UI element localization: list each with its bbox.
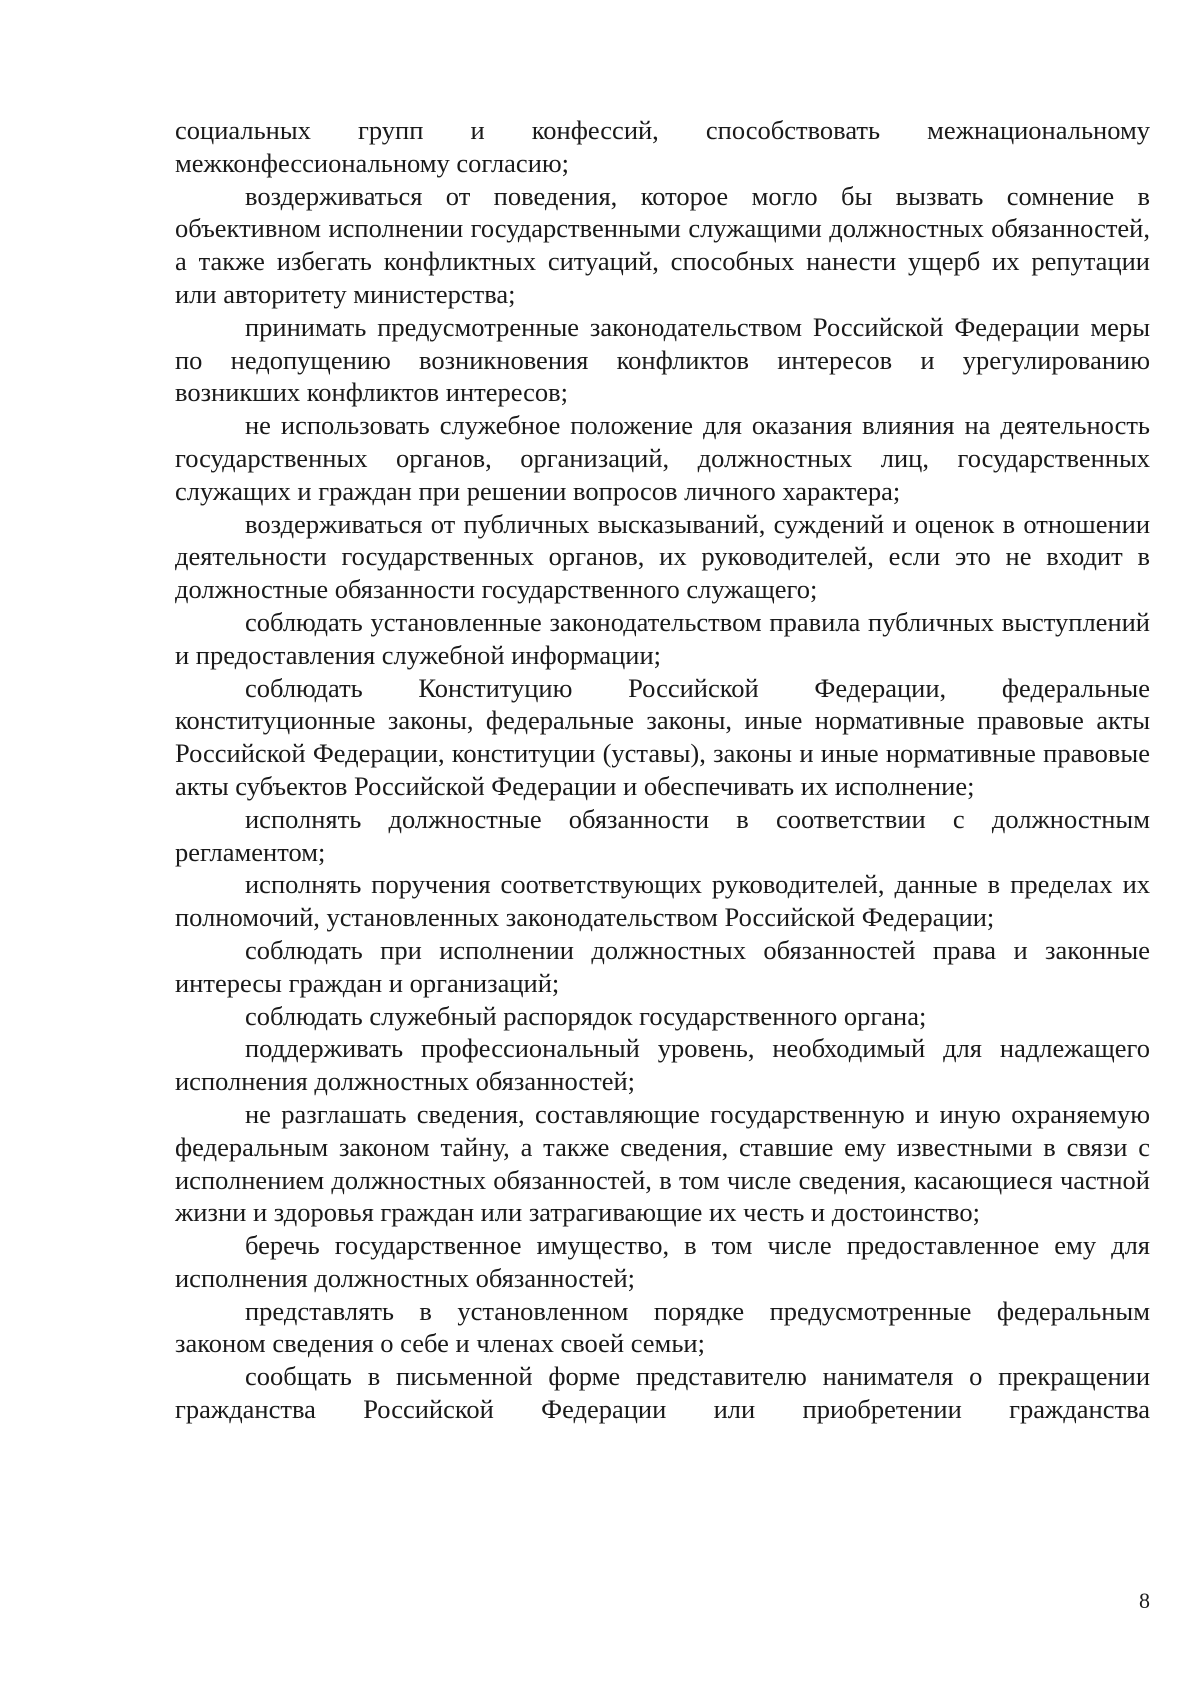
paragraph-15: представлять в установленном порядке предусмотренные федеральным законом сведения о себе и членах своей семьи; [175, 1295, 1150, 1359]
paragraph-4: не использовать служебное положение для оказания влияния на деятельность государственных органов, организаций, должностных лиц, государственных служащих и граждан при решении вопросов личного характера; [175, 410, 1150, 506]
paragraph-13: не разглашать сведения, составляющие государственную и иную охраняемую федеральным законом тайну, а также сведения, ставшие ему известными в связи с исполнением должностных обязанностей, в том числе сведения, касающиеся частной жизни и здоровья граждан или затрагивающие их честь и достоинство; [175, 1098, 1150, 1228]
paragraph-2: воздерживаться от поведения, которое могло бы вызвать сомнение в объективном исполнении государственными служащими должностных обязанностей, а также избегать конфликтных ситуаций, способных нанести ущерб их репутации или авторитету министерства; [175, 180, 1150, 309]
paragraph-6: соблюдать установленные законодательством правила публичных выступлений и предоставления служебной информации; [175, 606, 1150, 670]
paragraph-10: соблюдать при исполнении должностных обязанностей права и законные интересы граждан и организаций; [175, 934, 1150, 998]
paragraph-1: социальных групп и конфессий, способствовать межнациональному межконфессиональному согласию; [175, 115, 1150, 178]
document-body [175, 114, 1150, 1426]
paragraph-11: соблюдать служебный распорядок государственного органа; [245, 1000, 927, 1031]
paragraph-9: исполнять поручения соответствующих руководителей, данные в пределах их полномочий, установленных законодательством Российской Федерации; [175, 869, 1150, 933]
paragraph-5: воздерживаться от публичных высказываний, суждений и оценок в отношении деятельности государственных органов, их руководителей, если это не входит в должностные обязанности государственного служащего; [175, 508, 1150, 605]
paragraph-3: принимать предусмотренные законодательством Российской Федерации меры по недопущению возникновения конфликтов интересов и урегулированию возникших конфликтов интересов; [175, 311, 1150, 408]
paragraph-7: соблюдать Конституцию Российской Федерации, федеральные конституционные законы, федеральные законы, иные нормативные правовые акты Российской Федерации, конституции (уставы), законы и иные нормативные правовые акты субъектов Российской Федерации и обеспечивать их исполнение; [175, 672, 1150, 801]
page-number: 8 [1139, 1588, 1150, 1613]
paragraph-8: исполнять должностные обязанности в соответствии с должностным регламентом; [175, 803, 1150, 867]
paragraph-16: сообщать в письменной форме представителю нанимателя о прекращении гражданства Российской Федерации или приобретении гражданства [175, 1361, 1150, 1425]
paragraph-14: беречь государственное имущество, в том числе предоставленное ему для исполнения должностных обязанностей; [175, 1230, 1150, 1293]
paragraph-12: поддерживать профессиональный уровень, необходимый для надлежащего исполнения должностных обязанностей; [175, 1033, 1150, 1097]
